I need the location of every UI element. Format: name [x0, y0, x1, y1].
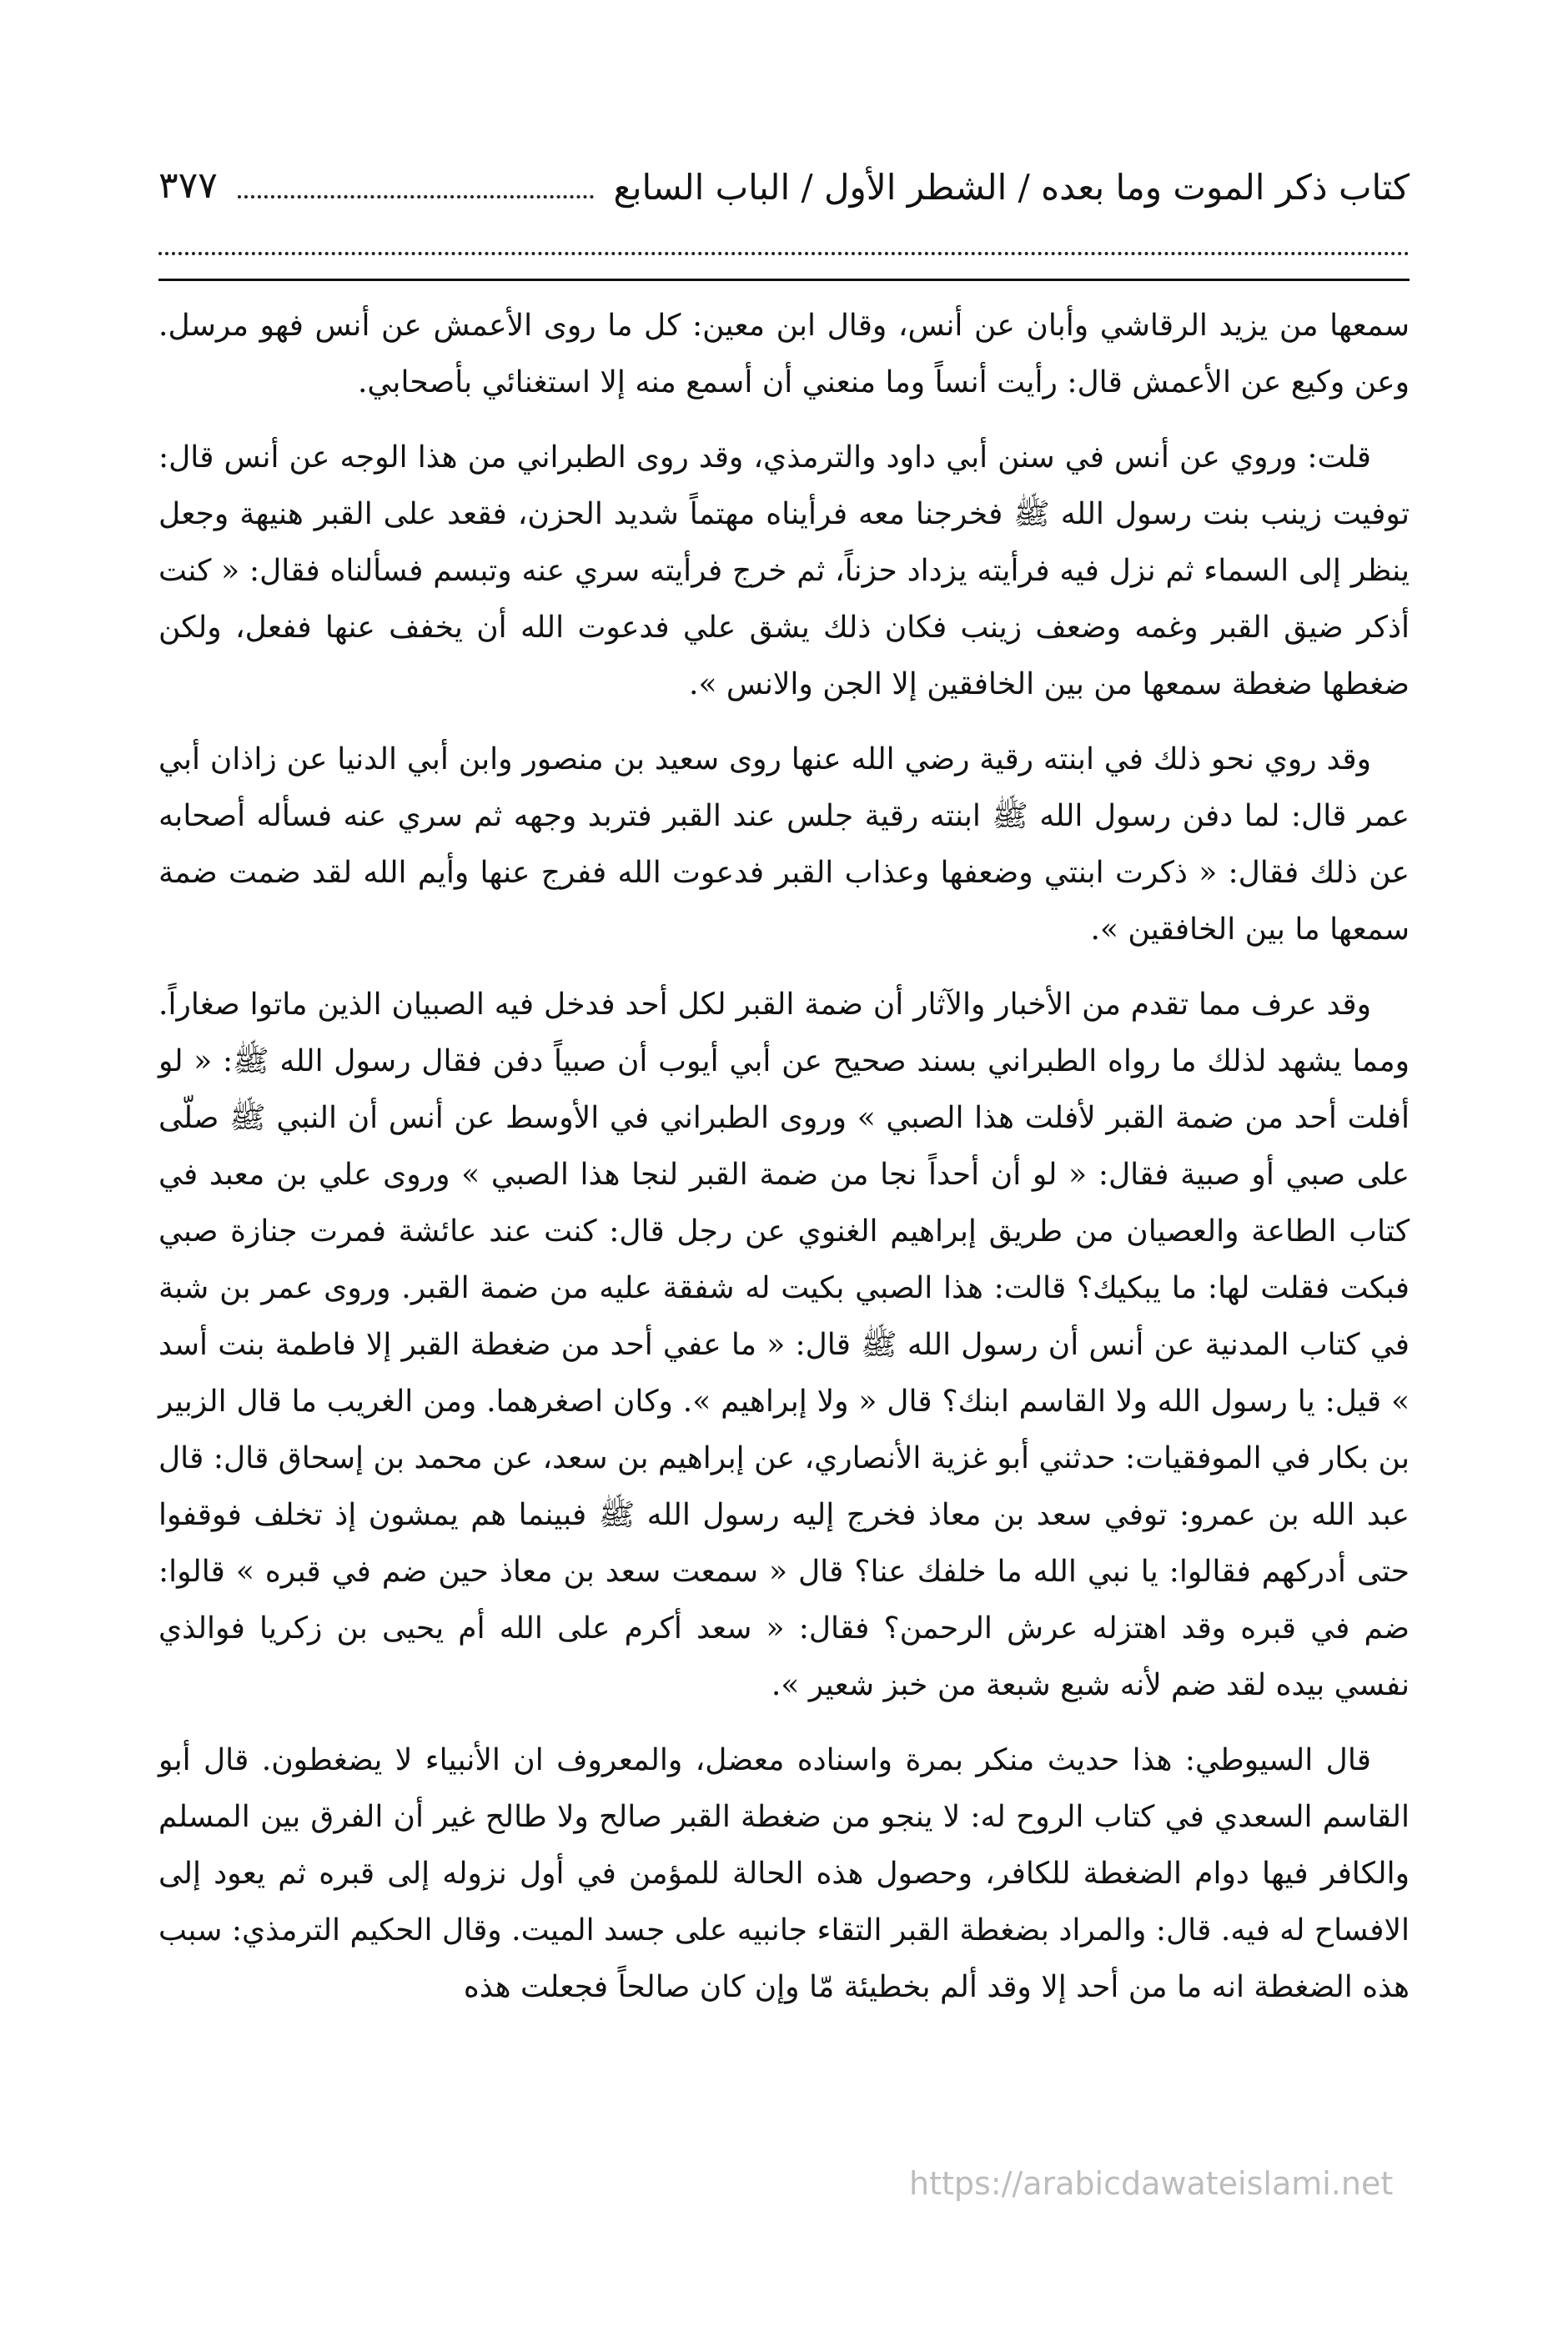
watermark-url: https://arabicdawateislami.net	[909, 2165, 1394, 2202]
book-page	[158, 125, 1410, 2294]
page-number: ٣٧٧	[158, 164, 218, 208]
paragraph-2: قلت: وروي عن أنس في سنن أبي داود والترمذي، وقد روى الطبراني من هذا الوجه عن أنس قال: توفيت زينب بنت رسول الله ﷺ فخرجنا معه فرأيناه مهتماً شديد الحزن، فقعد على القبر هنيهة وجعل ينظر إلى السماء ثم نزل فيه فرأيته يزداد حزناً، ثم خرج فرأيته سري عنه وتبسم فسألناه فقال: « كنت أذكر ضيق القبر وغمه وضعف زينب فكان ذلك يشق علي فدعوت الله أن يخفف عنها ففعل، ولكن ضغطها ضغطة سمعها من بين الخافقين إلا الجن والانس ».	[158, 440, 1410, 701]
paragraph-4: وقد عرف مما تقدم من الأخبار والآثار أن ضمة القبر لكل أحد فدخل فيه الصبيان الذين ماتوا صغاراً. ومما يشهد لذلك ما رواه الطبراني بسند صحيح عن أبي أيوب أن صبياً دفن فقال رسول الله ﷺ: « لو أفلت أحد من ضمة القبر لأفلت هذا الصبي » وروى الطبراني في الأوسط عن أنس أن النبي ﷺ صلّى على صبي أو صبية فقال: « لو أن أحداً نجا من ضمة القبر لنجا هذا الصبي » وروى علي بن معبد في كتاب الطاعة والعصيان من طريق إبراهيم الغنوي عن رجل قال: كنت عند عائشة فمرت جنازة صبي فبكت فقلت لها: ما يبكيك؟ قالت: هذا الصبي بكيت له شفقة عليه من ضمة القبر. وروى عمر بن شبة في كتاب المدنية عن أنس أن رسول الله ﷺ قال: « ما عفي أحد من ضغطة القبر إلا فاطمة بنت أسد » قيل: يا رسول الله ولا القاسم ابنك؟ قال « ولا إبراهيم ». وكان اصغرهما. ومن الغريب ما قال الزبير بن بكار في الموفقيات: حدثني أبو غزية الأنصاري، عن إبراهيم بن سعد، عن محمد بن إسحاق قال: قال عبد الله بن عمرو: توفي سعد بن معاذ فخرج إليه رسول الله ﷺ فبينما هم يمشون إذ تخلف فوقفوا حتى أدركهم فقالوا: يا نبي الله ما خلفك عنا؟ قال « سمعت سعد بن معاذ حين ضم في قبره » قالوا: ضم في قبره وقد اهتزله عرش الرحمن؟ فقال: « سعد أكرم على الله أم يحيى بن زكريا فوالذي نفسي بيده لقد ضم لأنه شبع شبعة من خبز شعير ».	[158, 988, 1410, 1702]
header-dot-leader	[238, 195, 594, 199]
page-body	[158, 298, 1410, 2016]
page-header	[158, 125, 1410, 209]
header-rule	[158, 279, 1410, 281]
dotted-separator	[158, 252, 1410, 255]
paragraph-3: وقد روي نحو ذلك في ابنته رقية رضي الله عنها روى سعيد بن منصور وابن أبي الدنيا عن زاذان أبي عمر قال: لما دفن رسول الله ﷺ ابنته رقية جلس عند القبر فتربد وجهه ثم سري عنه فسأله أصحابه عن ذلك فقال: « ذكرت ابنتي وضعفها وعذاب القبر فدعوت الله ففرج عنها وأيم الله لقد ضمت ضمة سمعها ما بين الخافقين ».	[158, 742, 1410, 947]
paragraph-5: قال السيوطي: هذا حديث منكر بمرة واسناده معضل، والمعروف ان الأنبياء لا يضغطون. قال أبو القاسم السعدي في كتاب الروح له: لا ينجو من ضغطة القبر صالح ولا طالح غير أن الفرق بين المسلم والكافر فيها دوام الضغطة للكافر، وحصول هذه الحالة للمؤمن في أول نزوله إلى قبره ثم يعود إلى الافساح له فيه. قال: والمراد بضغطة القبر التقاء جانبيه على جسد الميت. وقال الحكيم الترمذي: سبب هذه الضغطة انه ما من أحد إلا وقد ألم بخطيئة مّا وإن كان صالحاً فجعلت هذه	[158, 1743, 1410, 2004]
paragraph-1: سمعها من يزيد الرقاشي وأبان عن أنس، وقال ابن معين: كل ما روى الأعمش عن أنس فهو مرسل. وعن وكيع عن الأعمش قال: رأيت أنساً وما منعني أن أسمع منه إلا استغنائي بأصحابي.	[158, 309, 1410, 400]
running-title: كتاب ذكر الموت وما بعده / الشطر الأول / الباب السابع	[613, 166, 1410, 208]
